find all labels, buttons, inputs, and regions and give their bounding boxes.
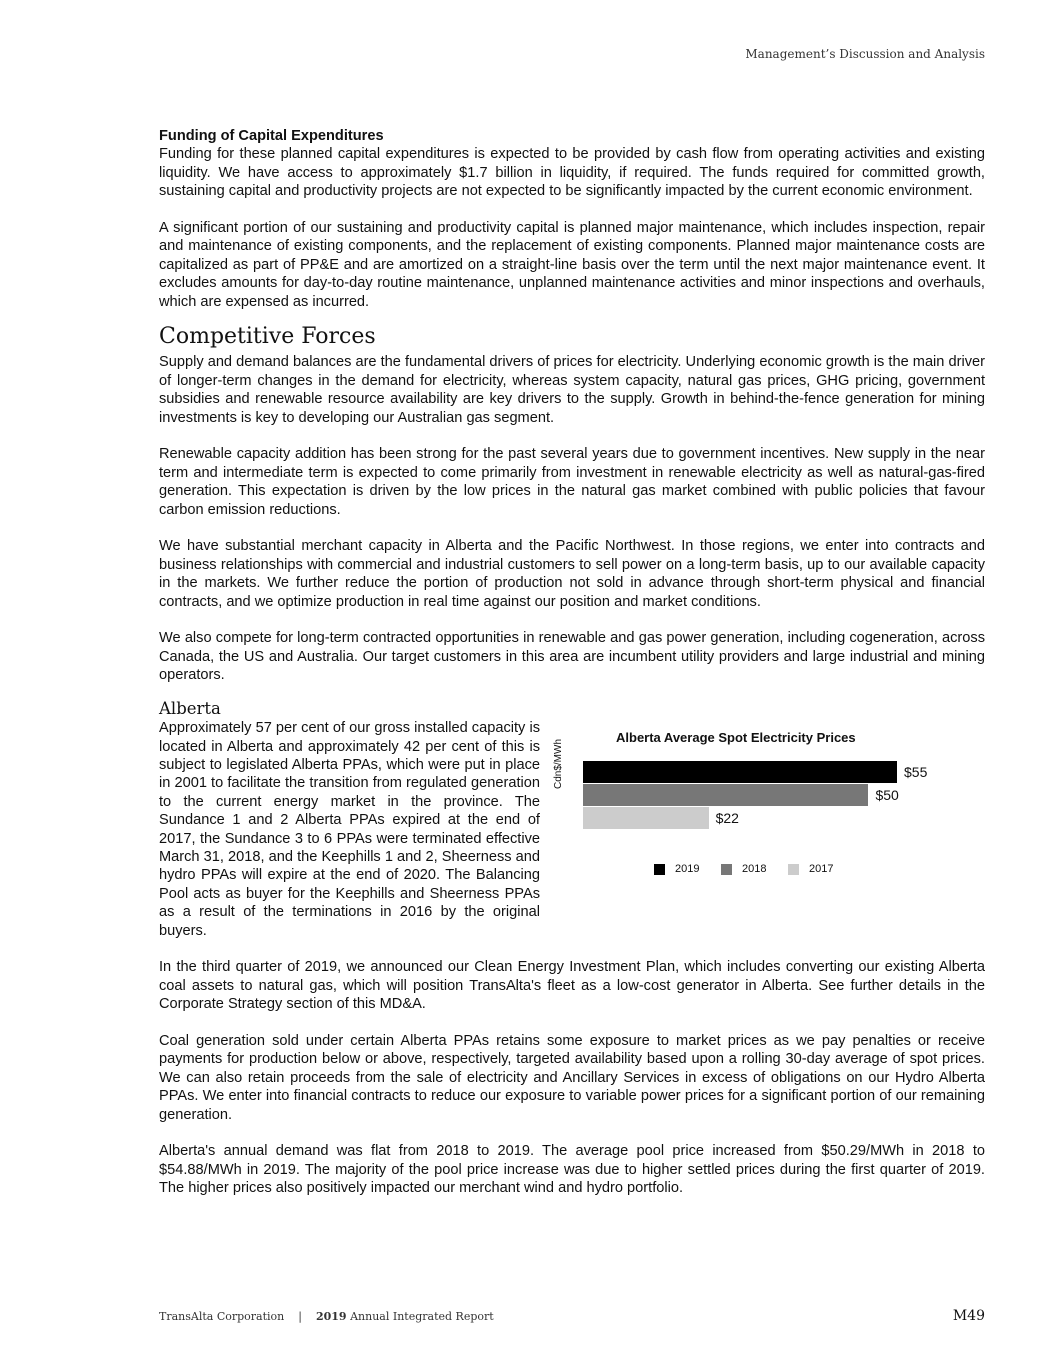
y-axis-label: Cdn$/MWh <box>553 739 564 790</box>
alberta-heading: Alberta <box>159 699 221 719</box>
data-label-2019: $55 <box>904 764 928 781</box>
paragraph: Supply and demand balances are the fundamental drivers of prices for electricity. Underlying economic growth is the main driver of longer-term changes in the demand for electricity, whereas system capacity, natural gas prices, GHG pricing, government subsidies and renewable resource availability are key drivers to the supply. Growth in behind-the-fence generation for mining investments is key to developing our Australian gas segment. <box>159 354 985 426</box>
paragraph: Approximately 57 per cent of our gross installed capacity is located in Alberta and approximately 42 per cent of this is subject to legislated Alberta PPAs, which were put in place in 2001 to facilitate the transition from regulated generation to the current energy market in the province. The Sundance 1 and 2 Alberta PPAs expired at the end of 2017, the Sundance 3 to 6 PPAs were terminated effective March 31, 2018, and the Keephills 1 and 2, Sheerness and hydro PPAs will expire at the end of 2020. The Balancing Pool acts as buyer for the Keephills and Sheerness PPAs as a result of the terminations in 2016 by the original buyers. <box>159 720 540 939</box>
running-header: Management’s Discussion and Analysis <box>745 47 985 61</box>
legend-item-2018 <box>721 860 766 878</box>
paragraph: In the third quarter of 2019, we announced our Clean Energy Investment Plan, which includes converting our existing Alberta coal assets to natural gas, which will position TransAlta's fleet as a low-cost generator in Alberta. See further details in the Corporate Strategy section of this MD&A. <box>159 959 985 1013</box>
paragraph: Renewable capacity addition has been strong for the past several years due to government incentives. New supply in the near term and intermediate term is expected to come primarily from investment in renewable electricity as well as natural-gas-fired generation. This expectation is driven by the low prices in the natural gas market combined with public policies that favour carbon emission reductions. <box>159 446 985 518</box>
bar-2019 <box>583 761 897 783</box>
footer <box>159 1308 985 1324</box>
funding-heading: Funding of Capital Expenditures <box>159 128 384 144</box>
paragraph: Alberta's annual demand was flat from 2018 to 2019. The average pool price increased from $50.29/MWh in 2018 to $54.88/MWh in 2019. The majority of the pool price increase was due to higher settled prices during the first quarter of 2019. The higher prices also positively impacted our merchant wind and hydro portfolio. <box>159 1143 985 1197</box>
bar-2018 <box>583 784 868 806</box>
data-label-2018: $50 <box>875 787 899 804</box>
paragraph: Funding for these planned capital expenditures is expected to be provided by cash flow from operating activities and existing liquidity. We have access to approximately $1.7 billion in liquidity, if required. The funds required for committed growth, sustaining capital and productivity projects are not expected to be significantly impacted by the current economic environment. <box>159 146 985 200</box>
footer-report: Annual Integrated Report <box>350 1309 494 1323</box>
chart-title: Alberta Average Spot Electricity Prices <box>616 730 856 746</box>
footer-separator: | <box>298 1309 302 1323</box>
legend-item-2017 <box>788 860 833 878</box>
legend-label: 2019 <box>675 863 700 876</box>
legend-label: 2018 <box>742 863 767 876</box>
paragraph: We have substantial merchant capacity in Alberta and the Pacific Northwest. In those regions, we enter into contracts and business relationships with commercial and industrial customers to sell power on a long-term basis, up to our available capacity in the markets. We further reduce the portion of production not sold in advance through short-term physical and financial contracts, and we optimize production in real time against our position and market conditions. <box>159 538 985 610</box>
legend-swatch <box>654 864 665 875</box>
footer-company: TransAlta Corporation <box>159 1309 285 1323</box>
bar-2017 <box>583 807 709 829</box>
legend-swatch <box>788 864 799 875</box>
paragraph: A significant portion of our sustaining and productivity capital is planned major maintenance, which includes inspection, repair and maintenance of existing components, and the replacement of existing components. Planned major maintenance costs are capitalized as part of PP&E and are amortized on a straight-line basis over the term until the next major maintenance event. It excludes amounts for day-to-day routine maintenance, unplanned maintenance activities and minor inspections and overhauls, which are expensed as incurred. <box>159 220 985 310</box>
footer-year: 2019 <box>315 1309 347 1323</box>
legend-label: 2017 <box>809 863 834 876</box>
page-number: M49 <box>952 1308 985 1324</box>
paragraph: We also compete for long-term contracted opportunities in renewable and gas power generation, including cogeneration, across Canada, the US and Australia. Our target customers in this area are incumbent utility providers and large industrial and mining operators. <box>159 630 985 684</box>
main-column <box>159 127 985 1216</box>
paragraph: Coal generation sold under certain Alberta PPAs retains some exposure to market prices as we pay penalties or receive payments for production below or above, respectively, targeted availability based upon a rolling 30-day average of spot prices. We can also retain proceeds from the sale of electricity and Ancillary Services in excess of obligations on our Hydro Alberta PPAs. We enter into financial contracts to reduce our exposure to variable power prices for a significant portion of our remaining generation. <box>159 1032 985 1123</box>
competitive-heading: Competitive Forces <box>159 324 376 350</box>
data-label-2017: $22 <box>715 810 739 827</box>
legend-swatch <box>721 864 732 875</box>
legend-item-2019 <box>654 860 699 878</box>
spot-price-chart <box>540 719 985 958</box>
